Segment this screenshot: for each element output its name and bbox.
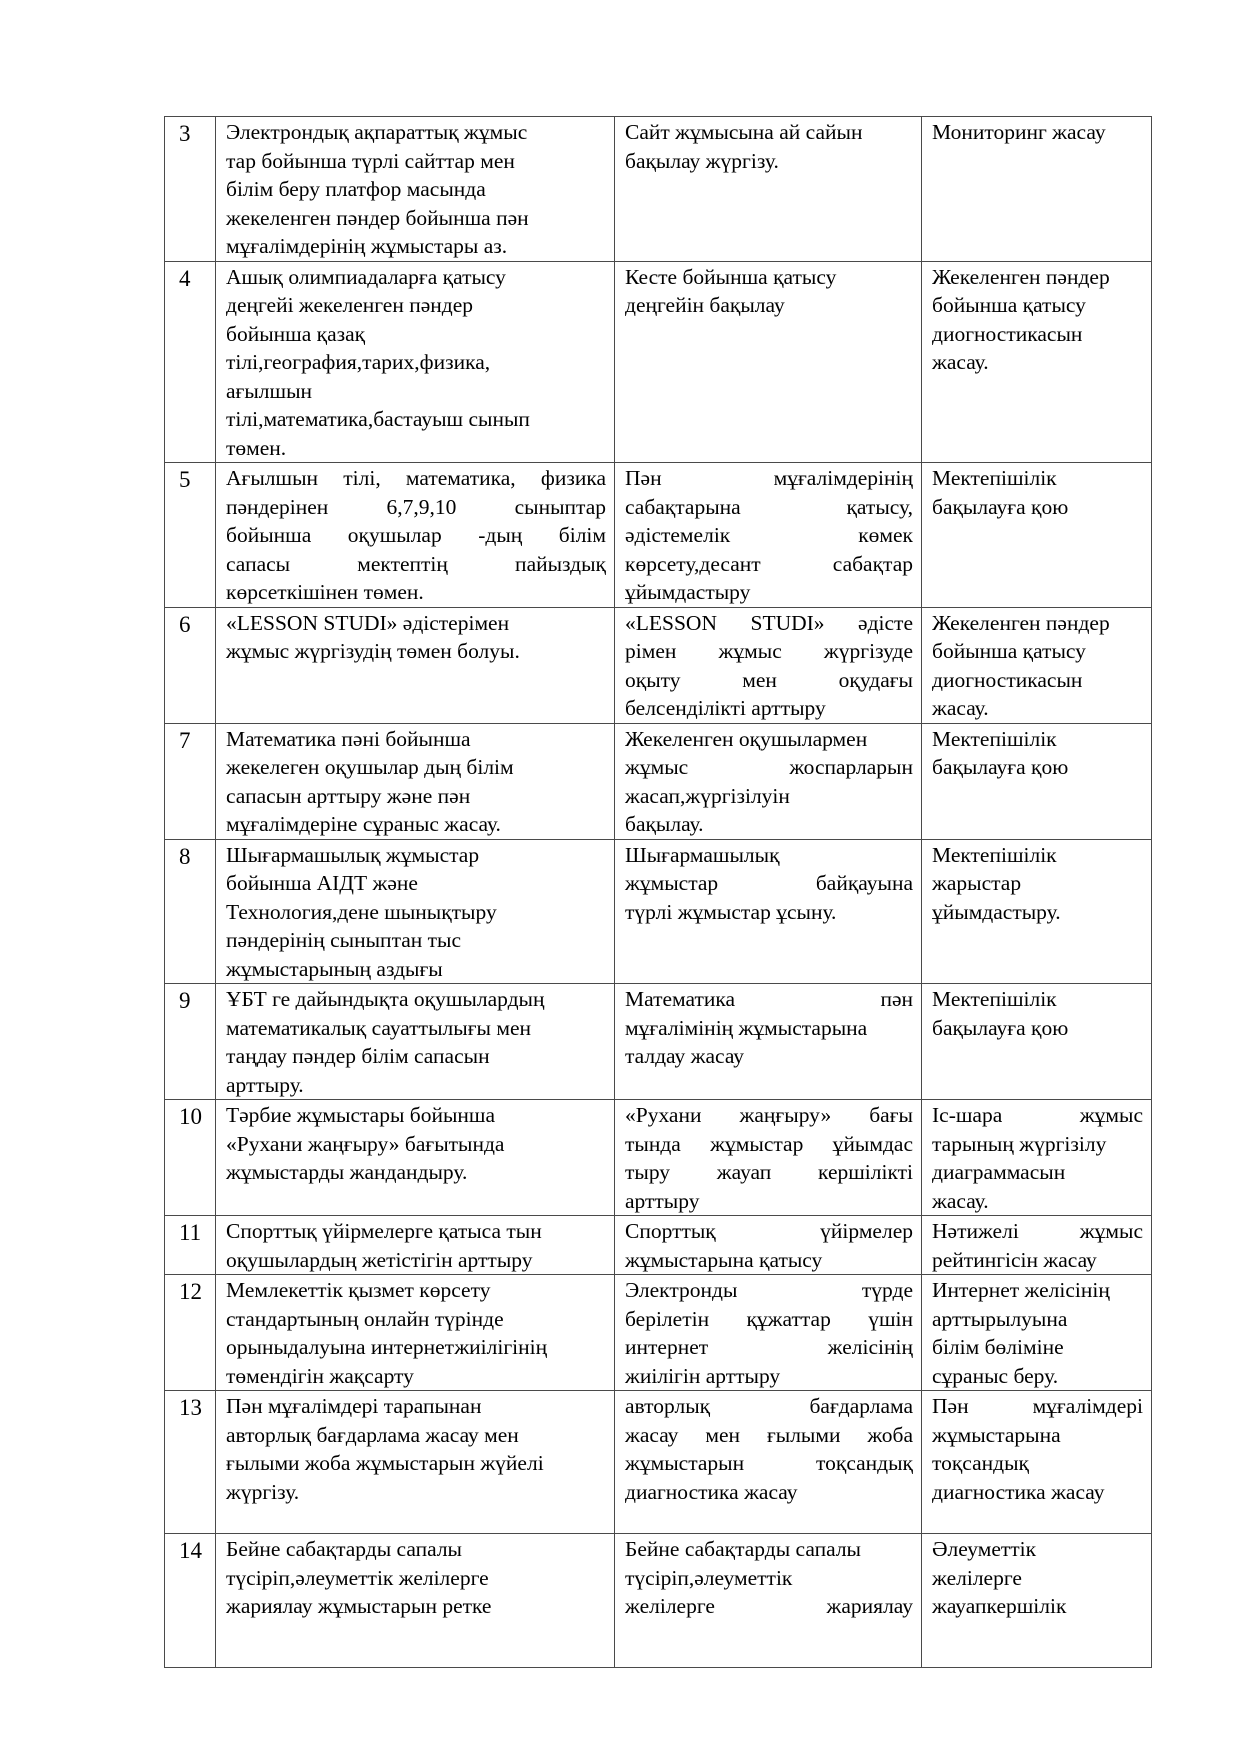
- cell-text-line: Ағылшын тілі, математика, физика: [226, 466, 606, 490]
- cell-text-line: талдау жасау: [625, 1044, 745, 1068]
- result-cell: [922, 607, 1152, 723]
- row-number: 14: [165, 1534, 216, 1668]
- result-cell: [922, 839, 1152, 984]
- cell-text-line: жасау.: [932, 1188, 989, 1213]
- cell-text-line: Тәрбие жұмыстары бойынша: [226, 1103, 496, 1127]
- table-row: [165, 463, 1152, 608]
- cell-text-line: Ашық олимпиадаларға қатысу: [226, 264, 506, 289]
- cell-text-line: көрсеткішінен төмен.: [226, 580, 424, 604]
- cell-text-line: желілерге: [932, 1565, 1022, 1590]
- cell-text-line: таңдау пәндер білім сапасын: [226, 1044, 490, 1068]
- row-number: 4: [165, 261, 216, 463]
- action-cell: [615, 984, 922, 1100]
- cell-text-line: бойынша оқушылар -дың білім: [226, 523, 606, 547]
- cell-text-line: Мектепішілік: [932, 466, 1057, 490]
- cell-text-line: Интернет желісінің: [932, 1278, 1110, 1302]
- cell-text-line: сапасы мектептің пайыздық: [226, 551, 606, 576]
- cell-text-line: жасау.: [932, 696, 989, 720]
- cell-text-line: бойынша қатысу: [932, 639, 1086, 663]
- cell-text-line: әдістемелік көмек: [625, 523, 913, 547]
- cell-text-line: жекеленген пәндер бойынша пән: [226, 205, 529, 230]
- cell-text-line: тарының жүргізілу: [932, 1131, 1107, 1156]
- problem-cell: [216, 607, 615, 723]
- cell-text-line: жасау мен ғылыми жоба: [625, 1422, 913, 1447]
- cell-text-line: тында жұмыстар ұйымдас: [625, 1131, 913, 1156]
- cell-text-line: берілетін құжаттар үшін: [625, 1306, 913, 1331]
- result-cell: [922, 117, 1152, 262]
- table-row: [165, 1275, 1152, 1391]
- cell-text-line: пәндерінен 6,7,9,10 сыныптар: [226, 494, 606, 519]
- action-cell: [615, 117, 922, 262]
- row-number: 6: [165, 607, 216, 723]
- cell-text-line: Шығармашылық жұмыстар: [226, 842, 480, 867]
- cell-text-line: Жекеленген пәндер: [932, 610, 1110, 635]
- cell-text-line: бойынша қазақ: [226, 321, 366, 346]
- action-cell: [615, 1391, 922, 1534]
- cell-text-line: Математика пәні бойынша: [226, 726, 471, 751]
- cell-text-line: мұғалімінің жұмыстарына: [625, 1015, 868, 1040]
- row-number: 11: [165, 1216, 216, 1275]
- cell-text-line: Бейне сабақтарды сапалы: [226, 1537, 462, 1561]
- result-cell: [922, 1534, 1152, 1668]
- cell-text-line: жұмыс жүргізудің төмен болуы.: [226, 639, 520, 663]
- cell-text-line: диогностикасын: [932, 321, 1083, 346]
- result-cell: [922, 1100, 1152, 1216]
- cell-text-line: Пән мұғалімдері: [932, 1394, 1143, 1418]
- cell-text-line: рімен жұмыс жүргізуде: [625, 639, 913, 663]
- table-row: [165, 839, 1152, 984]
- table-row: [165, 1534, 1152, 1668]
- cell-text-line: жиілігін арттыру: [625, 1363, 781, 1388]
- cell-text-line: оқушылардың жетістігін арттыру: [226, 1247, 533, 1272]
- result-cell: [922, 1391, 1152, 1534]
- cell-text-line: Шығармашылық: [625, 842, 780, 867]
- problem-cell: [216, 984, 615, 1100]
- cell-text-line: Мемлекеттік қызмет көрсету: [226, 1278, 491, 1302]
- cell-text-line: тар бойынша түрлі сайттар мен: [226, 148, 515, 173]
- cell-text-line: жариялау жұмыстарын ретке: [226, 1594, 492, 1618]
- cell-text-line: жүргізу.: [226, 1479, 300, 1504]
- cell-text-line: Нәтижелі жұмыс: [932, 1219, 1143, 1243]
- problem-cell: [216, 1275, 615, 1391]
- cell-text-line: стандартының онлайн түрінде: [226, 1306, 504, 1331]
- table-row: [165, 1391, 1152, 1534]
- cell-text-line: жасап,жүргізілуін: [625, 783, 790, 808]
- table-row: [165, 261, 1152, 463]
- problem-cell: [216, 1216, 615, 1275]
- row-number: 12: [165, 1275, 216, 1391]
- cell-text-line: бақылауға қою: [932, 1015, 1069, 1040]
- cell-text-line: «Рухани жаңғыру» бағытында: [226, 1131, 505, 1156]
- cell-text-line: көрсету,десант сабақтар: [625, 551, 913, 576]
- cell-text-line: бақылау жүргізу.: [625, 148, 779, 173]
- cell-text-line: «LESSON STUDI» әдісте: [625, 610, 913, 635]
- problem-cell: [216, 723, 615, 839]
- problem-cell: [216, 1534, 615, 1668]
- action-cell: [615, 607, 922, 723]
- problem-cell: [216, 1391, 615, 1534]
- cell-text-line: бойынша қатысу: [932, 293, 1086, 317]
- cell-text-line: желілерге жариялау: [625, 1594, 913, 1618]
- cell-text-line: пәндерінің сыныптан тыс: [226, 928, 462, 952]
- cell-text-line: ағылшын: [226, 378, 313, 403]
- row-number: 7: [165, 723, 216, 839]
- cell-text-line: Мектепішілік: [932, 842, 1057, 867]
- row-number: 8: [165, 839, 216, 984]
- cell-text-line: мұғалімдерінің жұмыстары аз.: [226, 234, 508, 258]
- cell-text-line: Сайт жұмысына ай сайын: [625, 120, 863, 144]
- cell-text-line: диаграммасын: [932, 1160, 1066, 1184]
- cell-text-line: жұмыстарды жандандыру.: [226, 1160, 468, 1184]
- cell-text-line: сапасын арттыру және пән: [226, 783, 471, 808]
- table-row: [165, 1100, 1152, 1216]
- action-cell: [615, 1534, 922, 1668]
- cell-text-line: жұмыстарының аздығы: [226, 956, 443, 981]
- result-cell: [922, 723, 1152, 839]
- cell-text-line: төмен.: [226, 435, 287, 460]
- cell-text-line: сұраныс беру.: [932, 1363, 1059, 1388]
- table-row: [165, 607, 1152, 723]
- action-plan-table: [164, 116, 1152, 1668]
- cell-text-line: авторлық бағдарлама жасау мен: [226, 1422, 519, 1447]
- cell-text-line: интернет желісінің: [625, 1335, 913, 1359]
- cell-text-line: түсіріп,әлеуметтік желілерге: [226, 1565, 489, 1590]
- cell-text-line: белсенділікті арттыру: [625, 696, 826, 720]
- cell-text-line: математикалық сауаттылығы мен: [226, 1015, 531, 1040]
- cell-text-line: деңгейін бақылау: [625, 293, 785, 317]
- cell-text-line: Мектепішілік: [932, 987, 1057, 1011]
- cell-text-line: мұғалімдеріне сұраныс жасау.: [226, 812, 501, 836]
- row-number: 10: [165, 1100, 216, 1216]
- problem-cell: [216, 1100, 615, 1216]
- cell-text-line: жарыстар: [932, 871, 1022, 895]
- cell-text-line: оқыту мен оқудағы: [625, 667, 913, 692]
- table-row: [165, 117, 1152, 262]
- cell-text-line: Іс-шара жұмыс: [932, 1103, 1143, 1127]
- cell-text-line: Электронды түрде: [625, 1278, 913, 1302]
- cell-text-line: Бейне сабақтарды сапалы: [625, 1537, 861, 1561]
- cell-text-line: ҰБТ ге дайындықта оқушылардың: [226, 987, 545, 1011]
- cell-text-line: ұйымдастыру.: [932, 899, 1061, 924]
- cell-text-line: Технология,дене шынықтыру: [226, 899, 497, 924]
- cell-text-line: ғылыми жоба жұмыстарын жүйелі: [226, 1451, 544, 1475]
- cell-text-line: Математика пән: [625, 987, 913, 1011]
- cell-text-line: тілі,география,тарих,физика,: [226, 350, 491, 374]
- cell-text-line: Пән мұғалімдерінің: [625, 466, 913, 490]
- cell-text-line: ұйымдастыру: [625, 580, 751, 604]
- cell-text-line: авторлық бағдарлама: [625, 1394, 913, 1418]
- action-cell: [615, 1275, 922, 1391]
- cell-text-line: диагностика жасау: [932, 1479, 1105, 1504]
- cell-text-line: Әлеуметтік: [932, 1537, 1037, 1561]
- cell-text-line: диогностикасын: [932, 667, 1083, 692]
- cell-text-line: тілі,математика,бастауыш сынып: [226, 407, 530, 431]
- problem-cell: [216, 839, 615, 984]
- problem-cell: [216, 261, 615, 463]
- cell-text-line: Кесте бойынша қатысу: [625, 264, 837, 289]
- cell-text-line: Электрондық ақпараттық жұмыс: [226, 120, 528, 144]
- cell-text-line: жұмыстарына қатысу: [625, 1247, 823, 1272]
- cell-text-line: «Рухани жаңғыру» бағы: [625, 1103, 913, 1127]
- cell-text-line: білім бөліміне: [932, 1335, 1064, 1359]
- row-number: 5: [165, 463, 216, 608]
- cell-text-line: Мектепішілік: [932, 726, 1057, 751]
- cell-text-line: Пән мұғалімдері тарапынан: [226, 1394, 482, 1418]
- cell-text-line: түрлі жұмыстар ұсыну.: [625, 899, 837, 924]
- cell-text-line: арттырылуына: [932, 1306, 1068, 1331]
- cell-text-line: орыныдалуына интернетжиілігінің: [226, 1335, 548, 1359]
- cell-text-line: сабақтарына қатысу,: [625, 494, 913, 519]
- cell-text-line: төмендігін жақсарту: [226, 1363, 414, 1388]
- action-cell: [615, 1100, 922, 1216]
- table-row: [165, 1216, 1152, 1275]
- result-cell: [922, 463, 1152, 608]
- cell-text-line: тыру жауап кершілікті: [625, 1160, 913, 1184]
- action-cell: [615, 839, 922, 984]
- result-cell: [922, 261, 1152, 463]
- row-number: 13: [165, 1391, 216, 1534]
- result-cell: [922, 1275, 1152, 1391]
- table-row: [165, 984, 1152, 1100]
- cell-text-line: тоқсандық: [932, 1451, 1029, 1475]
- cell-text-line: түсіріп,әлеуметтік: [625, 1565, 793, 1590]
- table-body: [165, 117, 1152, 1668]
- action-cell: [615, 1216, 922, 1275]
- cell-text-line: бақылауға қою: [932, 494, 1069, 519]
- cell-text-line: Мониторинг жасау: [932, 120, 1106, 144]
- cell-text-line: жасау.: [932, 350, 989, 374]
- problem-cell: [216, 117, 615, 262]
- cell-text-line: жекелеген оқушылар дың білім: [226, 755, 514, 779]
- cell-text-line: жұмыстарына: [932, 1422, 1061, 1447]
- cell-text-line: білім беру платфор масында: [226, 177, 486, 201]
- action-cell: [615, 463, 922, 608]
- result-cell: [922, 984, 1152, 1100]
- cell-text-line: Спорттық үйірмелерге қатыса тын: [226, 1219, 542, 1243]
- cell-text-line: жұмыстар байқауына: [625, 871, 913, 895]
- problem-cell: [216, 463, 615, 608]
- cell-text-line: бақылау.: [625, 812, 704, 836]
- result-cell: [922, 1216, 1152, 1275]
- cell-text-line: жауапкершілік: [932, 1594, 1067, 1618]
- cell-text-line: арттыру: [625, 1188, 700, 1213]
- row-number: 3: [165, 117, 216, 262]
- cell-text-line: Жекеленген пәндер: [932, 264, 1110, 289]
- action-cell: [615, 261, 922, 463]
- cell-text-line: жұмыс жоспарларын: [625, 755, 913, 779]
- row-number: 9: [165, 984, 216, 1100]
- action-cell: [615, 723, 922, 839]
- cell-text-line: жұмыстарын тоқсандық: [625, 1451, 913, 1475]
- cell-text-line: арттыру.: [226, 1072, 304, 1097]
- cell-text-line: бойынша АІДТ және: [226, 871, 418, 895]
- cell-text-line: деңгейі жекеленген пәндер: [226, 293, 474, 317]
- cell-text-line: «LESSON STUDI» әдістерімен: [226, 610, 510, 635]
- cell-text-line: рейтингісін жасау: [932, 1247, 1097, 1272]
- table-row: [165, 723, 1152, 839]
- cell-text-line: Жекеленген оқушылармен: [625, 726, 868, 751]
- cell-text-line: бақылауға қою: [932, 755, 1069, 779]
- cell-text-line: диагностика жасау: [625, 1479, 798, 1504]
- cell-text-line: Спорттық үйірмелер: [625, 1219, 913, 1243]
